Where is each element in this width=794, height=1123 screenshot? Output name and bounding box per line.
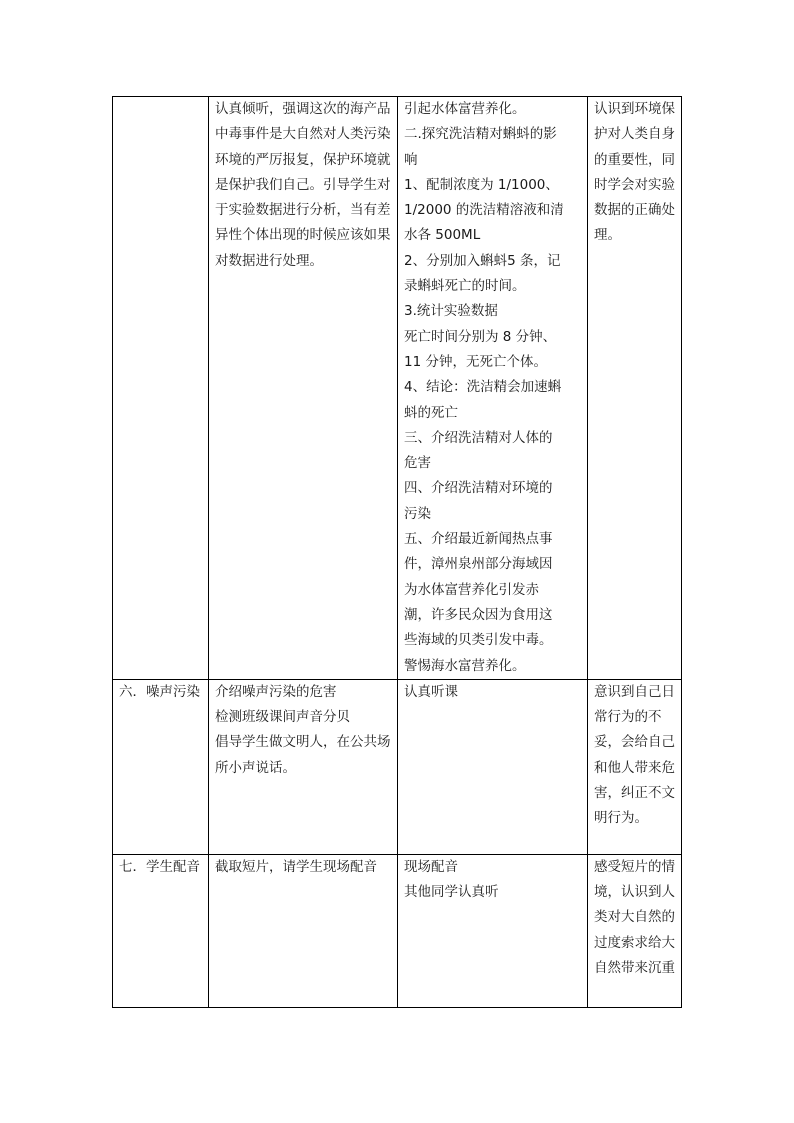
student-activity-line: 其他同学认真听 xyxy=(404,884,499,901)
lesson-plan-table xyxy=(112,96,682,1008)
teacher-activity-line: 介绍噪声污染的危害 xyxy=(215,683,337,700)
design-intent-text: 认识到环境保护对人类自身的重要性，同时学会对实验数据的正确处理。 xyxy=(594,101,675,244)
student-activity-line: 为水体富营养化引发赤 xyxy=(404,581,539,598)
teacher-activity-cell xyxy=(209,679,398,854)
teacher-activity-cell: 截取短片，请学生现场配音 xyxy=(209,854,398,1007)
section-cell: 七．学生配音 xyxy=(113,854,209,1007)
student-activity-line: 4、结论：洗洁精会加速蝌 xyxy=(404,379,562,396)
teacher-activity-line: 倡导学生做文明人，在公共场所小声说话。 xyxy=(215,734,391,776)
table-row xyxy=(113,679,682,854)
student-activity-cell: 认真听课 xyxy=(398,679,588,854)
design-intent-cell: 感受短片的情境，认识到人类对大自然的过度索求给大自然带来沉重 xyxy=(588,854,682,1007)
student-activity-line: 蚪的死亡 xyxy=(404,404,458,421)
student-activity-line: 三、介绍洗洁精对人体的 xyxy=(404,429,553,446)
teacher-activity-cell xyxy=(209,97,398,680)
design-intent-cell: 意识到自己日常行为的不妥，会给自己和他人带来危害，纠正不文明行为。 xyxy=(588,679,682,854)
student-activity-line: 1、配制浓度为 1/1000、 xyxy=(404,176,559,193)
student-activity-line: 警惕海水富营养化。 xyxy=(404,657,526,674)
student-activity-line: 件，漳州泉州部分海域因 xyxy=(404,556,553,573)
student-activity-line: 潮，许多民众因为食用这 xyxy=(404,606,553,623)
student-activity-line: 五、介绍最近新闻热点事 xyxy=(404,531,553,548)
student-activity-line: 些海域的贝类引发中毒。 xyxy=(404,632,553,649)
teacher-activity-text: 认真倾听，强调这次的海产品中毒事件是大自然对人类污染环境的严厉报复，保护环境就是保护我们自己。引导学生对于实验数据进行分析，当有差异性个体出现的时候应该如果对数据进行处理。 xyxy=(215,101,391,269)
student-activity-line: 现场配音 xyxy=(404,858,458,875)
student-activity-cell xyxy=(398,97,588,680)
student-activity-line: 3.统计实验数据 xyxy=(404,303,498,320)
teacher-activity-line: 检测班级课间声音分贝 xyxy=(215,709,350,726)
student-activity-line: 死亡时间分别为 8 分钟、 xyxy=(404,328,557,345)
design-intent-cell xyxy=(588,97,682,680)
student-activity-line: 11 分钟，无死亡个体。 xyxy=(404,353,547,370)
section-cell: 六．噪声污染 xyxy=(113,679,209,854)
student-activity-line: 录蝌蚪死亡的时间。 xyxy=(404,278,526,295)
student-activity-line: 2、分别加入蝌蚪5 条，记 xyxy=(404,252,561,269)
student-activity-line: 水各 500ML xyxy=(404,227,481,244)
section-cell xyxy=(113,97,209,680)
student-activity-line: 响 xyxy=(404,151,418,168)
student-activity-line: 1/2000 的洗洁精溶液和清 xyxy=(404,202,564,219)
student-activity-line: 污染 xyxy=(404,505,431,522)
student-activity-line: 二.探究洗洁精对蝌蚪的影 xyxy=(404,126,557,143)
student-activity-cell xyxy=(398,854,588,1007)
student-activity-line: 引起水体富营养化。 xyxy=(404,101,526,117)
student-activity-line: 四、介绍洗洁精对环境的 xyxy=(404,480,553,497)
table-row xyxy=(113,854,682,1007)
student-activity-line: 危害 xyxy=(404,455,431,472)
table-row xyxy=(113,97,682,680)
